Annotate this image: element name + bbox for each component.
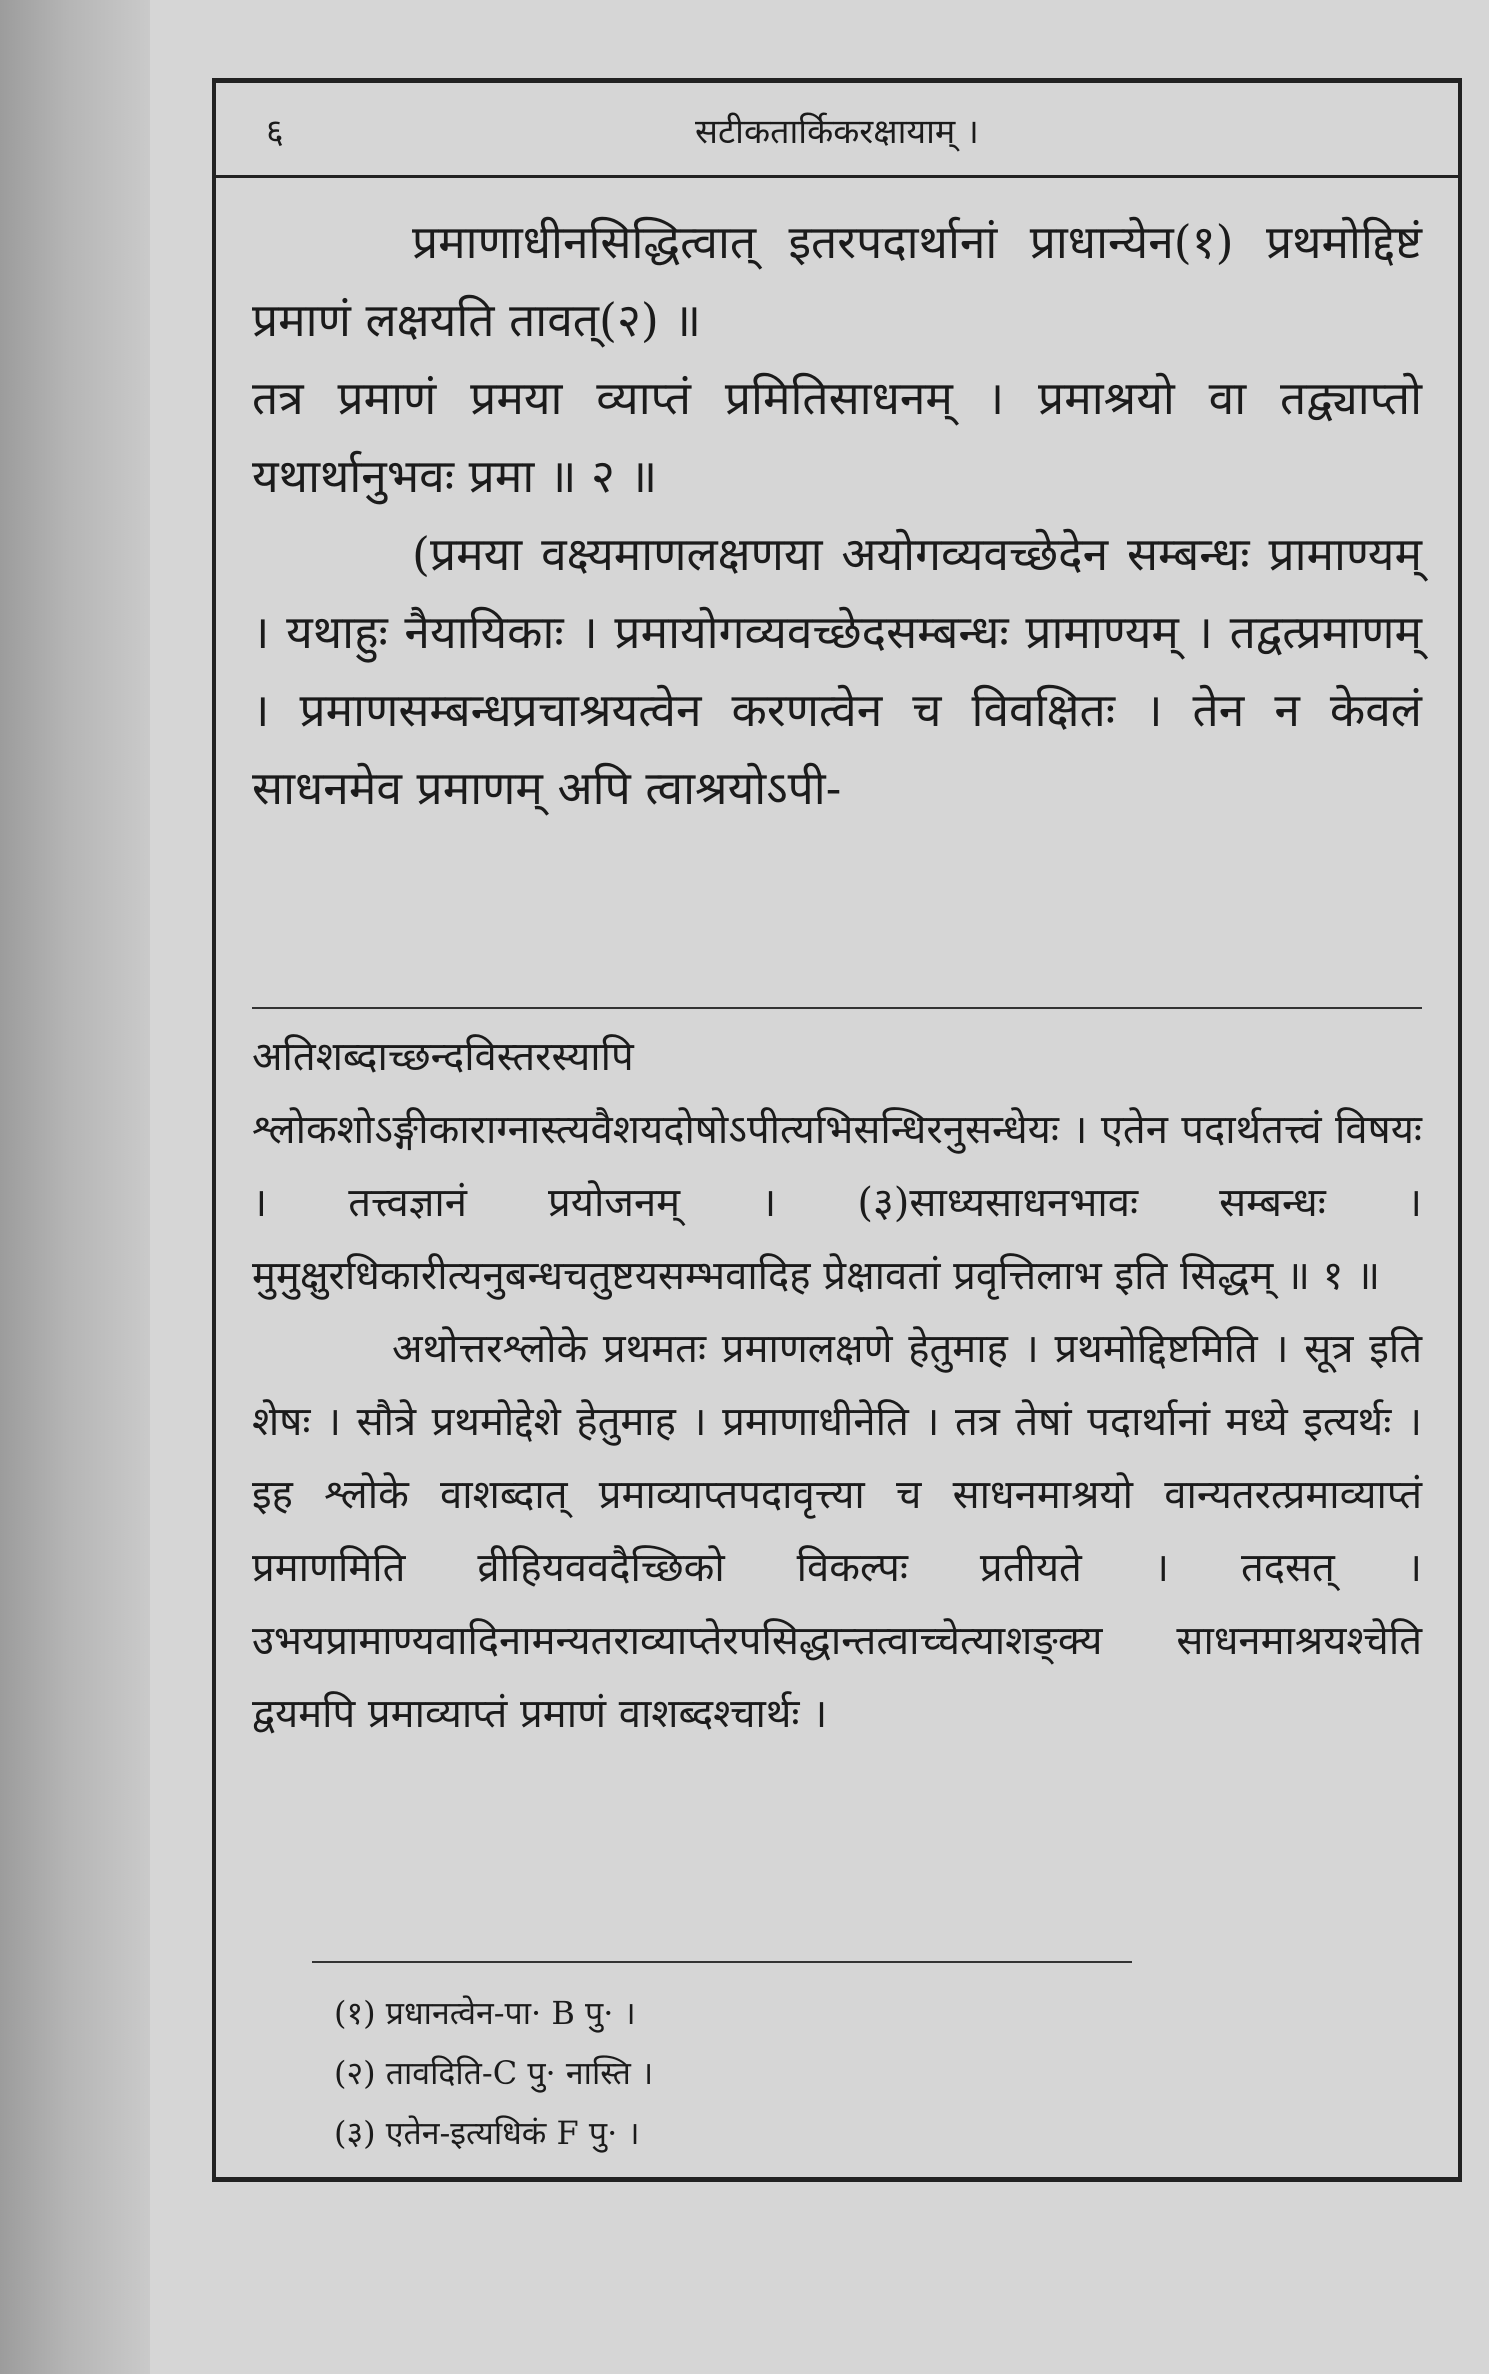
- footnote-3: (३) एतेन-इत्यधिकं F पु· ।: [334, 2114, 640, 2152]
- page-number: ६: [266, 112, 284, 152]
- header-rule: [216, 175, 1458, 178]
- commentary-paragraph-1: अतिशब्दाच्छन्दविस्तरस्यापि श्लोकशोऽङ्गीकाराग्नास्त्यवैशयदोषोऽपीत्यभिसन्धिरनुसन्धेयः । एतेन पदार्थतत्त्वं विषयः । तत्त्वज्ञानं प्रयोजनम् । (३)साध्यसाधनभावः सम्बन्धः । मुमुक्षुरधिकारीत्यनुबन्धचतुष्टयसम्भवादिह प्रेक्षावतां प्रवृत्तिलाभ इति सिद्धम् ॥ १ ॥: [252, 1034, 1422, 1299]
- main-paragraph-gloss: (प्रमया वक्ष्यमाणलक्षणया अयोगव्यवच्छेदेन सम्बन्धः प्रामाण्यम् । यथाहुः नैयायिकाः । प्रमायोगव्यवच्छेदसम्बन्धः प्रामाण्यम् । तद्वत्प्रमाणम् । प्रमाणसम्बन्धप्रचाश्रयत्वेन करणत्वेन च विवक्षितः । तेन न केवलं साधनमेव प्रमाणम् अपि त्वाश्रयोऽपी-: [252, 527, 1422, 815]
- footnote-rule: [312, 1961, 1132, 1963]
- main-text: [252, 203, 1422, 827]
- page-frame: [212, 78, 1462, 2182]
- running-head: सटीकतार्किकरक्षायाम् ।: [695, 112, 979, 152]
- binding-shadow: [0, 0, 150, 2374]
- page-header: [216, 101, 1458, 171]
- footnote-1: (१) प्रधानत्वेन-पा· B पु· ।: [334, 1994, 636, 2032]
- footnotes: [334, 1983, 1398, 2163]
- commentary-paragraph-2: अथोत्तरश्लोके प्रथमतः प्रमाणलक्षणे हेतुमाह । प्रथमोद्दिष्टमिति । सूत्र इति शेषः । सौत्रे प्रथमोद्देशे हेतुमाह । प्रमाणाधीनेति । तत्र तेषां पदार्थानां मध्ये इत्यर्थः । इह श्लोके वाशब्दात् प्रमाव्याप्तपदावृत्त्या च साधनमाश्रयो वान्यतरत्प्रमाव्याप्तं प्रमाणमिति व्रीहियववदैच्छिको विकल्पः प्रतीयते । तदसत् । उभयप्रामाण्यवादिनामन्यतराव्याप्तेरपसिद्धान्तत्वाच्चेत्याशङ्क्य साधनमाश्रयश्चेति द्वयमपि प्रमाव्याप्तं प्रमाणं वाशब्दश्चार्थः ।: [252, 1326, 1422, 1737]
- verse-karika: तत्र प्रमाणं प्रमया व्याप्तं प्रमितिसाधनम् । प्रमाश्रयो वा तद्व्याप्तो यथार्थानुभवः प्रमा ॥ २ ॥: [252, 371, 1422, 503]
- main-paragraph-intro: प्रमाणाधीनसिद्धित्वात् इतरपदार्थानां प्राधान्येन(१) प्रथमोद्दिष्टं प्रमाणं लक्षयति तावत्(२) ॥: [252, 215, 1422, 347]
- footnote-2: (२) तावदिति-C पु· नास्ति ।: [334, 2054, 654, 2092]
- commentary: [252, 1021, 1422, 1751]
- section-rule: [252, 1007, 1422, 1009]
